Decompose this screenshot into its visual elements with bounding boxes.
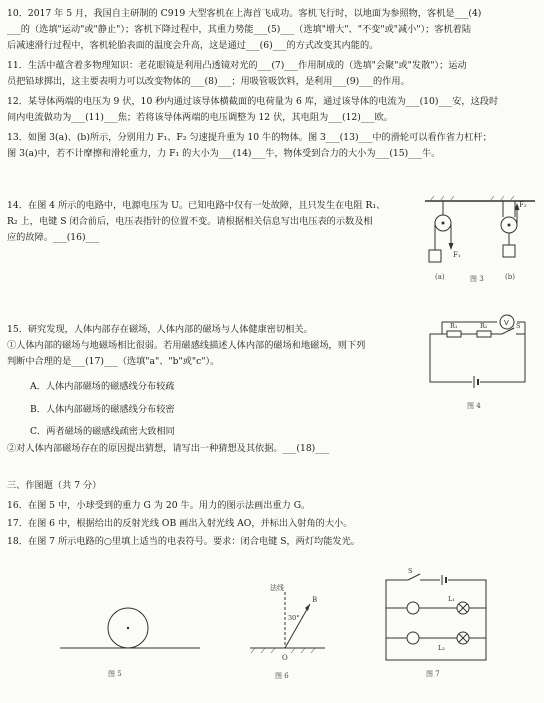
q15-option-a: A．人体内部磁场的磁感线分布较疏 (30, 381, 175, 392)
fig5-label: 图 5 (108, 670, 122, 678)
r2-label: R₂ (480, 322, 488, 330)
q14-line3: 应的故障。___(16)___ (7, 232, 100, 243)
point-o-label: O (282, 654, 288, 662)
q14-line1: 14．在图 4 所示的电路中，电源电压为 U。已知电路中仅有一处故障，且只发生在电阻 R₁、 (7, 200, 386, 211)
figure-6-reflection (230, 578, 340, 688)
figure-3-pulleys (425, 195, 535, 290)
q15-line2: ①人体内部的磁场与地磁场相比很弱。若用磁感线描述人体内部的磁场和地磁场，则下列 (7, 340, 366, 351)
q15-option-b: B．人体内部磁场的磁感线分布较密 (30, 404, 175, 415)
q13-line1: 13．如图 3(a)、(b)所示，分别用力 F₁、F₂ 匀速提升重为 10 牛的物体。图 3___(13)___中的滑轮可以看作省力杠杆； (7, 132, 492, 143)
voltmeter-label: V (504, 319, 509, 327)
q12-line2: 间内电流做功为___(11)___焦；若将该导体两端的电压调整为 12 伏，其电阻为___(12)___欧。 (7, 112, 393, 123)
fig4-label: 图 4 (467, 402, 481, 410)
fig7-label: 图 7 (426, 670, 440, 678)
fig7-switch-label: S (408, 568, 413, 575)
figure-4-circuit (422, 312, 532, 412)
section3-title: 三、作图题（共 7 分） (7, 480, 102, 491)
q12-line1: 12．某导体两端的电压为 9 伏，10 秒内通过该导体横截面的电荷量为 6 库，通过该导体的电流为___(10)___安，这段时 (7, 96, 499, 107)
angle-label: 30° (288, 614, 300, 622)
q13-line2: 图 3(a)中，若不计摩擦和滑轮重力，力 F₁ 的大小为___(14)___牛，物体受到合力的大小为___(15)___牛。 (7, 148, 441, 159)
r1-label: R₁ (450, 322, 458, 330)
figure-7-circuit (378, 568, 498, 683)
q14-line2: R₂ 上，电键 S 闭合前后，电压表指针的位置不变。请根据相关信息写出电压表的示数及相 (7, 216, 373, 227)
fig3-f1-label: F₁ (453, 251, 461, 259)
q16-text: 16．在图 5 中，小球受到的重力 G 为 20 牛。用力的图示法画出重力 G。 (7, 500, 311, 511)
fig6-label: 图 6 (275, 672, 289, 680)
q10-line2: ___的（选填"运动"或"静止"）；客机下降过程中，其重力势能___(5)___（选填"增大"、"不变"或"减小"）；客机着陆 (7, 24, 472, 35)
switch-label: S (516, 322, 521, 330)
q15-line1: 15．研究发现，人体内部存在磁场，人体内部的磁场与人体健康密切相关。 (7, 324, 313, 335)
q18-text: 18．在图 7 所示电路的○里填上适当的电表符号。要求：闭合电键 S，两灯均能发光。 (7, 536, 360, 547)
q10-line1: 10．2017 年 5 月，我国自主研制的 C919 大型客机在上海首飞成功。客机飞行时，以地面为参照物，客机是___(4) (7, 8, 482, 19)
q15-line4: ②对人体内部磁场存在的原因提出猜想，请写出一种猜想及其依据。___(18)___ (7, 443, 330, 454)
l1-label: L₁ (448, 595, 455, 603)
fig3-f2-label: F₂ (519, 201, 527, 209)
figure-5-ball (50, 600, 210, 680)
fig3b-label: (b) (505, 273, 515, 281)
fig3-label: 图 3 (470, 275, 484, 283)
q10-line3: 后减速滑行过程中，客机轮胎表面的温度会升高，这是通过___(6)___的方式改变其内能的。 (7, 40, 379, 51)
q15-line3: 判断中合理的是___(17)___（选填"a"、"b"或"c"）。 (7, 356, 220, 367)
q11-line2: 员把铅球掷出，这主要表明力可以改变物体的___(8)___；用吸管吸饮料，是利用___(9)___的作用。 (7, 76, 410, 87)
q17-text: 17．在图 6 中，根据给出的反射光线 OB 画出入射光线 AO，并标出入射角的大小。 (7, 518, 353, 529)
normal-label: 法线 (270, 584, 284, 592)
q11-line1: 11．生活中蕴含着多物理知识：老花眼镜是利用凸透镜对光的___(7)___作用制成的（选填"会聚"或"发散"）；运动 (7, 60, 467, 71)
q15-option-c: C．两者磁场的磁感线疏密大致相同 (30, 426, 175, 437)
l2-label: L₂ (438, 644, 445, 652)
point-b-label: B (312, 596, 318, 604)
fig3a-label: (a) (435, 273, 445, 281)
